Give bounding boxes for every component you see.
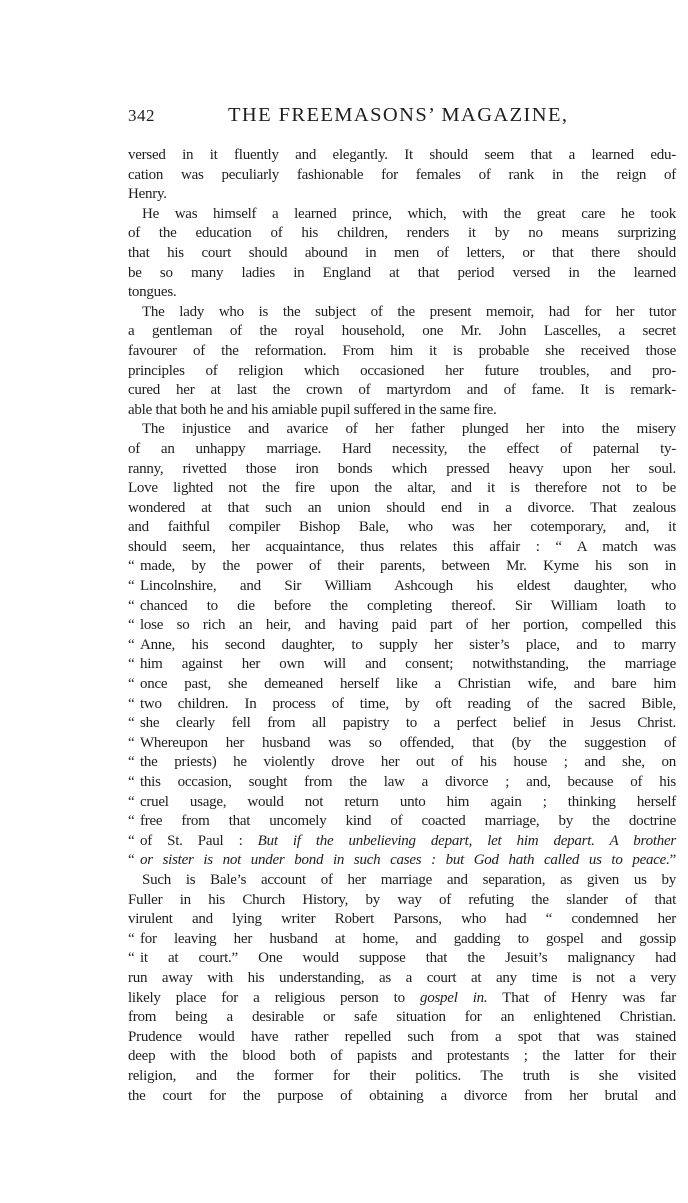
quote-mark: “ [128, 930, 135, 947]
quote-mark: “ [128, 558, 135, 575]
page-number: 342 [128, 106, 155, 125]
line-text: of the education of his children, renders it by no means surprizing [128, 225, 676, 242]
line-text: The injustice and avarice of her father plunged her into the misery [142, 421, 676, 438]
quote-mark: “ [128, 656, 135, 673]
text-line [128, 420, 676, 440]
line-text: He was himself a learned prince, which, with the great care he took [142, 205, 676, 222]
text-line [128, 949, 676, 969]
line-text: that his court should abound in men of letters, or that there should [128, 244, 676, 261]
line-text: principles of religion which occasioned her future troubles, and pro- [128, 362, 676, 379]
line-text: Lincolnshire, and Sir William Ashcough his eldest daughter, who [140, 578, 676, 595]
line-text: this occasion, sought from the law a divorce ; and, because of his [140, 774, 676, 790]
text-line [128, 440, 676, 460]
line-text: virulent and lying writer Robert Parsons, who had “ condemned her [128, 911, 676, 928]
text-line [128, 264, 676, 284]
text-line [128, 793, 676, 813]
text-line [128, 851, 676, 871]
text-line [128, 479, 676, 499]
text-line [128, 185, 676, 205]
text-line [128, 518, 676, 538]
text-line [128, 989, 676, 1009]
line-text: the court for the purpose of obtaining a divorce from her brutal and [128, 1087, 676, 1104]
text-line [128, 322, 676, 342]
line-text: made, by the power of their parents, between Mr. Kyme his son in [140, 558, 676, 575]
line-text: able that both he and his amiable pupil suffered in the same fire. [128, 401, 497, 418]
line-text: run away with his understanding, as a court at any time is not a very [128, 969, 676, 986]
text-line [128, 969, 676, 989]
text-line [128, 891, 676, 911]
text-line [128, 538, 676, 558]
line-text: she clearly fell from all papistry to a perfect belief in Jesus Christ. [140, 715, 676, 732]
text-line [128, 1047, 676, 1067]
text-line [128, 910, 676, 930]
line-text: cured her at last the crown of martyrdom and of fame. It is remark- [128, 382, 676, 399]
text-line [128, 714, 676, 734]
text-line [128, 597, 676, 617]
quote-mark: “ [128, 852, 135, 869]
quote-mark: “ [128, 754, 135, 771]
text-line [128, 342, 676, 362]
quote-mark: “ [128, 695, 135, 712]
quote-mark: “ [128, 578, 135, 595]
quote-mark: “ [128, 774, 135, 790]
quote-mark: “ [128, 597, 135, 614]
quote-mark: “ [128, 813, 135, 830]
quote-mark: “ [128, 676, 135, 693]
text-line [128, 205, 676, 225]
line-text-tail: ” [669, 852, 676, 869]
quote-mark: “ [128, 715, 135, 732]
line-text: him against her own will and consent; notwithstanding, the marriage [140, 656, 676, 673]
quote-mark: “ [128, 617, 135, 634]
line-text-tail: That of Henry was far [487, 989, 676, 1006]
text-line [128, 1028, 676, 1048]
text-line [128, 1087, 676, 1107]
line-text: and faithful compiler Bishop Bale, who was her cotemporary, and, it [128, 519, 676, 536]
line-text: tongues. [128, 284, 177, 301]
running-title: THE FREEMASONS’ MAGAZINE, [228, 104, 569, 126]
line-text: once past, she demeaned herself like a Christian wife, and bare him [140, 676, 676, 693]
line-text: Anne, his second daughter, to supply her sister’s place, and to marry [140, 636, 676, 653]
line-text: deep with the blood both of papists and protestants ; the latter for their [128, 1048, 676, 1065]
line-text: favourer of the reformation. From him it is probable she received those [128, 342, 676, 359]
line-text: it at court.” One would suppose that the Jesuit’s malignancy had [140, 950, 676, 967]
text-line [128, 655, 676, 675]
quote-mark: “ [128, 734, 135, 751]
quote-mark: “ [128, 636, 135, 653]
line-text: of an unhappy marriage. Hard necessity, the effect of paternal ty- [128, 440, 676, 457]
text-line [128, 362, 676, 382]
text-line [128, 401, 676, 421]
quote-mark: “ [128, 832, 135, 849]
line-text: The lady who is the subject of the present memoir, had for her tutor [142, 303, 676, 320]
line-text: versed in it fluently and elegantly. It should seem that a learned edu- [128, 147, 676, 163]
line-text: free from that uncomely kind of coacted marriage, by the doctrine [140, 813, 676, 830]
text-line [128, 695, 676, 715]
quote-mark: “ [128, 950, 135, 967]
text-line [128, 381, 676, 401]
text-line [128, 930, 676, 950]
text-line [128, 146, 676, 166]
text-line [128, 283, 676, 303]
line-text: lose so rich an heir, and having paid part of her portion, compelled this [140, 617, 676, 634]
line-text: ranny, rivetted those iron bonds which pressed heavy upon her soul. [128, 460, 676, 477]
text-line [128, 871, 676, 891]
text-line [128, 753, 676, 773]
line-text: for leaving her husband at home, and gadding to gospel and gossip [140, 930, 676, 947]
text-line [128, 460, 676, 480]
line-text: wondered at that such an union should end in a divorce. That zealous [128, 499, 676, 516]
italic-text: or sister is not under bond in such cases : but God hath called us to peace. [140, 852, 670, 869]
text-line [128, 557, 676, 577]
quote-mark: “ [128, 793, 135, 810]
line-text: the priests) he violently drove her out of his house ; and she, on [140, 754, 676, 771]
line-text: likely place for a religious person to [128, 989, 405, 1006]
line-text: Love lighted not the fire upon the altar, and it is therefore not to be [128, 480, 676, 497]
line-text: Such is Bale’s account of her marriage and separation, as given us by [142, 871, 676, 888]
line-text: Whereupon her husband was so offended, that (by the suggestion of [140, 734, 676, 751]
text-line [128, 636, 676, 656]
italic-text: gospel in. [419, 989, 488, 1006]
text-line [128, 303, 676, 323]
text-line [128, 499, 676, 519]
text-line [128, 616, 676, 636]
line-text: from being a desirable or safe situation for an enlightened Christian. [128, 1009, 676, 1026]
line-text: chanced to die before the completing thereof. Sir William loath to [140, 597, 676, 614]
text-line [128, 1008, 676, 1028]
line-text: Prudence would have rather repelled such from a spot that was stained [128, 1028, 676, 1045]
line-text: cation was peculiarly fashionable for females of rank in the reign of [128, 166, 676, 183]
text-line [128, 224, 676, 244]
text-line [128, 166, 676, 186]
text-line [128, 244, 676, 264]
running-head [128, 104, 676, 130]
text-line [128, 734, 676, 754]
text-line [128, 812, 676, 832]
line-text: be so many ladies in England at that period versed in the learned [128, 264, 676, 281]
line-text: Henry. [128, 186, 167, 203]
text-line [128, 832, 676, 852]
italic-text: But if the unbelieving depart, let him depart. A brother [257, 832, 676, 849]
text-line [128, 773, 676, 793]
text-line [128, 675, 676, 695]
line-text: Fuller in his Church History, by way of refuting the slander of that [128, 891, 676, 908]
line-text: cruel usage, would not return unto him again ; thinking herself [140, 793, 676, 810]
line-text: religion, and the former for their politics. The truth is she visited [128, 1067, 676, 1084]
text-line [128, 1067, 676, 1087]
line-text: a gentleman of the royal household, one Mr. John Lascelles, a secret [128, 323, 676, 340]
line-text: should seem, her acquaintance, thus relates this affair : “ A match was [128, 538, 676, 555]
line-text: of St. Paul : [140, 832, 243, 849]
article-body [128, 146, 676, 1106]
line-text: two children. In process of time, by oft reading of the sacred Bible, [140, 695, 676, 712]
text-line [128, 577, 676, 597]
